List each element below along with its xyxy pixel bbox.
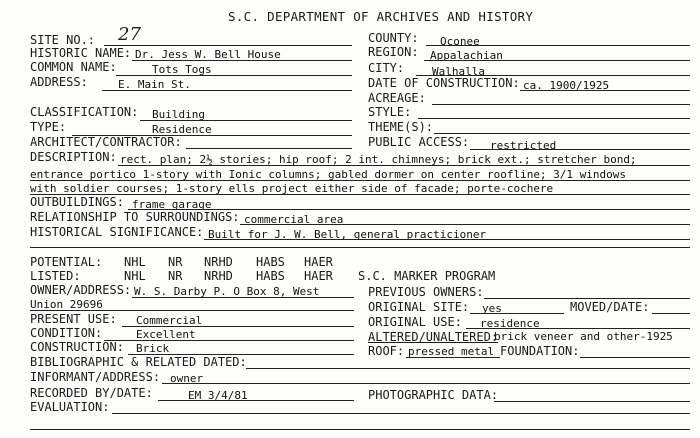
significance-underline-2 (30, 247, 690, 248)
theme-label: THEME(S): (368, 120, 434, 134)
potential-nhl: NHL (124, 255, 146, 269)
informant-underline (162, 383, 690, 384)
altered-label: ALTERED/UNALTERED: (368, 330, 499, 344)
informant-label: INFORMANT/ADDRESS: (30, 370, 161, 384)
listed-haer: HAER (304, 269, 333, 283)
relationship-value: commercial area (244, 213, 344, 226)
common-name-label: COMMON NAME: (30, 60, 117, 74)
classification-label: CLASSIFICATION: (30, 105, 139, 119)
owner-value-line-2: Union 29696 (30, 298, 103, 311)
informant-value: owner (170, 372, 204, 385)
address-value: E. Main St. (118, 78, 191, 91)
theme-underline (434, 133, 690, 134)
original-site-label: ORIGINAL SITE: (368, 300, 470, 314)
bibliographic-label: BIBLIOGRAPHIC & RELATED DATED: (30, 355, 247, 369)
potential-nr: NR (168, 255, 183, 269)
description-underline-3 (30, 194, 690, 195)
photographic-data-underline (494, 401, 690, 402)
significance-label: HISTORICAL SIGNIFICANCE: (30, 225, 204, 239)
original-use-value: residence (480, 317, 540, 330)
address-label: ADDRESS: (30, 75, 88, 89)
evaluation-underline-2 (30, 429, 690, 430)
previous-owners-underline (484, 298, 690, 299)
description-label: DESCRIPTION: (30, 150, 117, 164)
listed-nrhd: NRHD (204, 269, 233, 283)
city-label: CITY: (368, 61, 405, 75)
historic-name-value: Dr. Jess W. Bell House (135, 48, 281, 61)
previous-owners-label: PREVIOUS OWNERS: (368, 285, 484, 299)
date-value: ca. 1900/1925 (523, 79, 610, 92)
significance-value: Built for J. W. Bell, general practicioner (208, 228, 487, 241)
owner-label: OWNER/ADDRESS: (30, 283, 132, 297)
condition-value: Excellent (136, 328, 196, 341)
marker-program-label: S.C. MARKER PROGRAM (358, 269, 496, 283)
description-underline-2 (30, 180, 690, 181)
potential-nrhd: NRHD (204, 255, 233, 269)
outbuildings-label: OUTBUILDINGS: (30, 195, 124, 209)
photographic-data-label: PHOTOGRAPHIC DATA: (368, 388, 499, 402)
county-value: Oconee (440, 35, 480, 48)
foundation-underline (580, 357, 690, 358)
significance-underline (204, 239, 690, 240)
site-no-underline (104, 45, 352, 46)
architect-underline (186, 148, 352, 149)
style-underline (418, 118, 690, 119)
date-underline (520, 90, 690, 91)
evaluation-label: EVALUATION: (30, 400, 110, 414)
present-use-label: PRESENT USE: (30, 312, 117, 326)
public-access-underline (470, 149, 690, 150)
recorded-label: RECORDED BY/DATE: (30, 386, 153, 400)
historic-name-label: HISTORIC NAME: (30, 46, 132, 60)
potential-haer: HAER (304, 255, 333, 269)
roof-label: ROOF: (368, 344, 405, 358)
evaluation-underline (112, 413, 690, 414)
type-label: TYPE: (30, 120, 67, 134)
present-use-underline (122, 326, 354, 327)
acreage-label: ACREAGE: (368, 91, 426, 105)
condition-label: CONDITION: (30, 326, 103, 340)
listed-nhl: NHL (124, 269, 146, 283)
moved-date-underline (652, 313, 690, 314)
county-underline (426, 45, 690, 46)
listed-nr: NR (168, 269, 183, 283)
acreage-underline (432, 104, 690, 105)
classification-value: Building (152, 108, 205, 121)
roof-value: pressed metal (408, 345, 495, 358)
common-name-underline (116, 75, 352, 76)
region-value: Appalachian (430, 49, 503, 62)
form-title: S.C. DEPARTMENT OF ARCHIVES AND HISTORY (228, 9, 534, 24)
city-value: Walhalla (432, 65, 485, 78)
present-use-value: Commercial (136, 314, 203, 327)
style-label: STYLE: (368, 105, 412, 119)
relationship-label: RELATIONSHIP TO SURROUNDINGS: (30, 210, 240, 224)
construction-value: Brick (136, 342, 170, 355)
classification-underline (140, 120, 352, 121)
historic-name-underline (132, 60, 352, 61)
outbuildings-value: frame garage (132, 198, 212, 211)
type-value: Residence (152, 123, 212, 136)
roof-underline (406, 357, 500, 358)
description-line-1: rect. plan; 2½ stories; hip roof; 2 int. chimneys; brick ext.; stretcher bond; (120, 153, 637, 166)
construction-label: CONSTRUCTION: (30, 340, 124, 354)
potential-label: POTENTIAL: (30, 255, 103, 269)
owner-underline-2 (30, 310, 354, 311)
date-label: DATE OF CONSTRUCTION: (368, 76, 520, 90)
moved-date-label: MOVED/DATE: (570, 300, 650, 314)
owner-value-line-1: W. S. Darby P. O Box 8, West (134, 285, 320, 298)
condition-underline (104, 340, 354, 341)
original-use-label: ORIGINAL USE: (368, 315, 462, 329)
public-access-label: PUBLIC ACCESS: (368, 135, 470, 149)
foundation-label: FOUNDATION: (500, 344, 580, 358)
listed-label: LISTED: (30, 269, 81, 283)
owner-underline (132, 297, 354, 298)
potential-habs: HABS (256, 255, 285, 269)
listed-habs: HABS (256, 269, 285, 283)
original-use-underline (466, 328, 690, 329)
architect-label: ARCHITECT/CONTRACTOR: (30, 135, 182, 149)
description-line-2: entrance portico 1-story with Ionic columns; gabled dormer on center roofline; 3/1 windows (30, 168, 627, 181)
bibliographic-underline (246, 368, 690, 369)
description-line-3: with soldier courses; 1-story ells project either side of facade; porte-cochere (30, 182, 554, 195)
county-label: COUNTY: (368, 31, 419, 45)
site-no-value: 27 (118, 24, 141, 45)
address-underline (102, 90, 352, 91)
site-no-label: SITE NO.: (30, 33, 96, 47)
region-label: REGION: (368, 45, 419, 59)
recorded-value: EM 3/4/81 (188, 389, 248, 402)
altered-value: brick veneer and other-1925 (494, 330, 673, 343)
recorded-underline (158, 400, 354, 401)
original-site-underline (470, 313, 564, 314)
public-access-value: restricted (490, 139, 557, 152)
common-name-value: Tots Togs (152, 63, 212, 76)
relationship-underline (240, 224, 690, 225)
description-underline-1 (118, 165, 690, 166)
original-site-value: yes (482, 302, 502, 315)
region-underline (424, 60, 690, 61)
